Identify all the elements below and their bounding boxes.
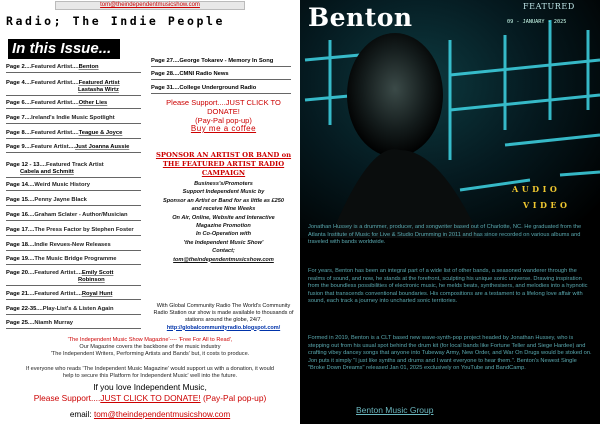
divider (6, 328, 141, 329)
donate-pre: Please Support.... (33, 393, 101, 403)
sponsor-text: Support Independent Music by (182, 189, 265, 196)
paypal-note: (Pay-Pal pop-up) (195, 116, 252, 125)
sponsor-details (151, 180, 296, 264)
toc-item[interactable]: Page 31....College Underground Radio (151, 85, 257, 91)
bio-paragraph (308, 224, 594, 247)
magazine-appeal (0, 337, 300, 380)
toc-section: ....Ireland's Indie Music Spotlight (24, 115, 115, 121)
toc-artist-name-second-line[interactable]: Lastasha Wirtz (78, 87, 119, 93)
toc-section: ....Niamh Murray (27, 320, 74, 326)
sponsor-heading (151, 151, 296, 178)
toc-page-number: Page 20 (6, 270, 28, 276)
toc-section: ....Featured Track Artist (39, 162, 104, 168)
toc-page-number: Page 4 (6, 80, 25, 86)
divider (6, 235, 141, 236)
toc-page-number: Page 15 (6, 197, 28, 203)
bio-text: Formed in 2019, Benton is a CLT based new wave-synth-pop project headed by Jonathan Hussey, who is stepping out from his usual spot behind the drum kit (for local bands like Fortune Teller and Siege Hardee) and crafting vibey dancey songs that anyone into Tubeway Army, New Order, and War On Drugs would be stoked on. Jon puts it simply "I just like synths and drums and I want everyone to hear them.". Benton's Newest Single "Broke Down Dreams" released Jan 01, 2025 exclusively on YouTube and BandCamp. (308, 335, 592, 372)
toc-page-number: Page 17 (6, 227, 28, 233)
toc-page-number: Page 12 - 13 (6, 162, 40, 168)
toc-section: ....Featured Artist.... (24, 80, 79, 86)
divider (6, 299, 141, 300)
toc-page-number: Page 9 (6, 144, 25, 150)
sponsor-text: 'the Independent Music Show' (183, 239, 264, 246)
divider (6, 264, 141, 265)
toc-item[interactable]: Page 27....George Tokarev - Memory In Song (151, 58, 274, 64)
toc-page-number: Page 7 (6, 115, 25, 121)
divider (6, 95, 141, 96)
toc-artist-name[interactable]: Other Lies (78, 100, 108, 106)
paypal-note: (Pay-Pal pop-up) (200, 393, 267, 403)
toc-item[interactable] (6, 115, 115, 122)
toc-item[interactable] (6, 212, 128, 219)
toc-item[interactable] (6, 320, 73, 327)
toc-artist-name[interactable]: Just Joanna Aussie (75, 144, 130, 150)
toc-section: ....Featured Artist.... (27, 291, 82, 297)
toc-section: ....Featured Artist.... (27, 270, 82, 276)
toc-page-number: Page 16 (6, 212, 28, 218)
sponsor-text: and receive Nine Weeks (191, 206, 256, 213)
toc-page-number: Page 19 (6, 256, 28, 262)
benton-music-group-link[interactable]: Benton Music Group (356, 405, 434, 415)
toc-section: ....Weird Music History (27, 182, 90, 188)
toc-page-number: Page 21 (6, 291, 28, 297)
radio-indie-header: Radio; The Indie People (6, 14, 226, 28)
audio-link[interactable]: AUDIO (512, 184, 561, 194)
bio-paragraph (308, 335, 594, 373)
appeal-line: 'The Independent Writers, Performing Artists and Bands' but, it costs to produce. (50, 351, 250, 358)
toc-page-number: Page 25 (6, 320, 28, 326)
divider (151, 79, 291, 80)
divider (6, 250, 141, 251)
featured-label: FEATURED (523, 2, 575, 11)
toc-item[interactable] (6, 197, 87, 204)
toc-item[interactable] (6, 144, 129, 151)
issue-date: 09 - JANUARY - 2025 (507, 19, 567, 25)
gcr-text: With Global Community Radio The World's Community Radio Station our show is made available to thousands of stations around the globe, 24/7. (153, 303, 294, 324)
love-indie-line: If you love Independent Music, (93, 382, 207, 392)
toc-section: ....Featured Artist.... (24, 130, 79, 136)
toc-item[interactable] (6, 100, 107, 107)
sponsor-text: Contact; (212, 248, 235, 255)
toc-section: ....Feature Artist.... (24, 144, 76, 150)
sponsor-line: THE FEATURED ARTIST RADIO (162, 160, 285, 168)
buy-coffee-link[interactable]: Buy me a coffee (190, 124, 257, 133)
toc-section: ....Graham Sclater - Author/Musician (27, 212, 128, 218)
divider (6, 205, 141, 206)
donate-text[interactable]: Please Support....JUST CLICK TO DONATE! (166, 98, 281, 116)
toc-item[interactable] (6, 291, 112, 298)
sponsor-text: Magazine Promotion (196, 223, 251, 230)
donate-callout[interactable] (151, 98, 296, 125)
donate-bottom[interactable] (0, 393, 300, 403)
toc-artist-name-second-line[interactable]: Robinson (78, 277, 105, 283)
toc-section: ....Featured Artist.... (24, 100, 79, 106)
artist-title: Benton (308, 3, 413, 32)
toc-artist-name[interactable]: Featured Artist (78, 80, 120, 86)
divider (151, 93, 291, 94)
right-page (300, 0, 600, 424)
divider (6, 123, 141, 124)
top-email-link[interactable]: tom@theindependentmusicshow.com (55, 1, 245, 10)
footer-email-link[interactable]: tom@theindependentmusicshow.com (93, 410, 231, 419)
bio-text: For years, Benton has been an integral part of a wide list of other bands, a seasoned wanderer through the realms of sound, and now, he stands at the forefront, sculpting his unique sonic universe. Drawing inspiration from the boundless possibilities of electronic music, he melds beats, synthesisers, and melodies into a hypnotic fusion that transcends conventional boundaries. His compositions are a testament to a lifelong love affair with sound, each track a journey into uncharted sonic territories. (308, 268, 588, 305)
appeal-line: help to secure this Platform for Independent Music' well into the future. (62, 373, 238, 380)
toc-section: ....The Press Factor by Stephen Foster (27, 227, 134, 233)
toc-item[interactable] (6, 242, 111, 249)
appeal-line: If everyone who reads 'The Independent Music Magazine' would support us with a donation, it would (25, 365, 275, 372)
toc-page-number: Page 2 (6, 64, 25, 70)
toc-item[interactable] (6, 227, 134, 234)
toc-artist-name[interactable]: Emily Scott (81, 270, 114, 276)
sponsor-line: CAMPAIGN (201, 169, 246, 177)
toc-page-number: Page 18 (6, 242, 28, 248)
toc-item[interactable] (6, 162, 104, 169)
toc-artist-name[interactable]: Teague & Joyce (78, 130, 123, 136)
toc-item[interactable] (6, 130, 122, 137)
global-community-radio-note (151, 303, 296, 332)
appeal-line: Our Magazine covers the backbone of the music industry (79, 344, 221, 351)
toc-section: ....Indie Revues-New Releases (27, 242, 111, 248)
gcr-link[interactable]: http://globalcommunityradio.blogspot.com/ (166, 324, 281, 331)
toc-page-number: Page 6 (6, 100, 25, 106)
toc-page-number: Page 8 (6, 130, 25, 136)
toc-item[interactable] (6, 270, 113, 277)
toc-item[interactable] (6, 306, 113, 313)
toc-artist-name[interactable]: Benton (78, 64, 99, 70)
toc-section: ....Play-List's & Listen Again (36, 306, 114, 312)
divider (6, 108, 141, 109)
toc-item[interactable] (6, 182, 90, 189)
toc-section: ....Featured Artist.... (24, 64, 79, 70)
toc-page-number: Page 14 (6, 182, 28, 188)
divider (6, 177, 141, 178)
video-link[interactable]: VIDEO (523, 200, 571, 210)
appeal-line: 'The Independent Music Show Magazine'---- 'Free For All to Read', (67, 337, 233, 343)
sponsor-text: Business's/Promoters (194, 181, 253, 187)
bio-text: Jonathan Hussey is a drummer, producer, and songwriter based out of Charlotte, NC. He graduated from the Atlanta Institute of Music for Live & Studio Drumming in 2011 and has since recorded on various albums and traveled with bands worldwide. (308, 224, 582, 246)
divider (6, 285, 141, 286)
divider (6, 314, 141, 315)
email-label: email: (69, 410, 92, 419)
toc-section: ....Penny Jayne Black (27, 197, 87, 203)
divider (6, 72, 141, 73)
toc-item[interactable] (6, 80, 120, 87)
divider (6, 190, 141, 191)
toc-item[interactable] (6, 256, 117, 263)
sponsor-text: On Air, Online, Website and Interactive (172, 214, 275, 221)
toc-page-number: Page 22-35 (6, 306, 37, 312)
sponsor-email-link[interactable]: tom@theindependentmusicshow.com (173, 256, 274, 263)
divider (6, 152, 141, 153)
toc-artist-name-second-line[interactable]: Cabela and Schmitt (20, 169, 74, 175)
footer-email (0, 410, 300, 419)
divider (151, 66, 291, 67)
divider (6, 220, 141, 221)
sponsor-text: Sponsor an Artist or Band for as little as £250 (162, 197, 285, 204)
bio-paragraph (308, 268, 594, 306)
toc-section: ....The Music Bridge Programme (27, 256, 117, 262)
toc-artist-name[interactable]: Royal Hunt (81, 291, 113, 297)
sponsor-line: SPONSOR AN ARTIST OR BAND on (155, 151, 292, 159)
toc-item[interactable]: Page 28....CMNI Radio News (151, 71, 229, 77)
divider (6, 138, 141, 139)
in-this-issue-heading: In this Issue... (8, 39, 120, 59)
toc-item[interactable] (6, 64, 99, 71)
donate-link[interactable]: JUST CLICK TO DONATE! (100, 393, 201, 403)
sponsor-text: In Co-Operation with (195, 231, 251, 238)
